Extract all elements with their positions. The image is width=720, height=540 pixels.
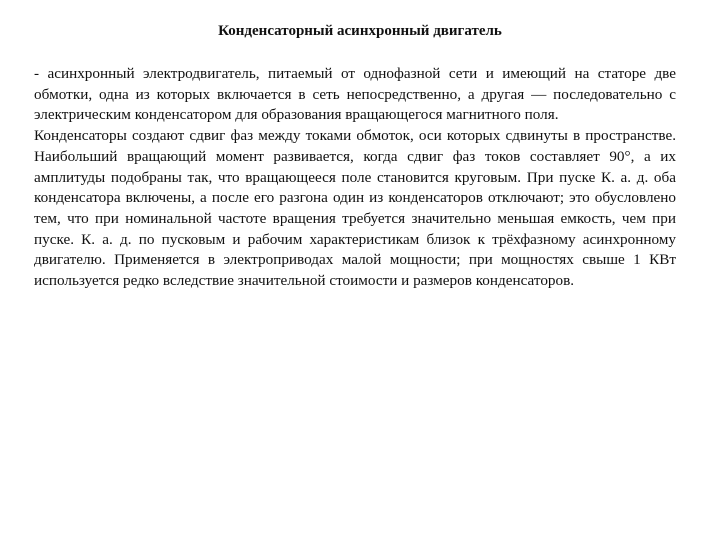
page-title: Конденсаторный асинхронный двигатель bbox=[218, 23, 502, 39]
definition-paragraph: - асинхронный электродвигатель, питаемый от однофазной сети и имеющий на статоре две обмотки, одна из которых включается в сеть непосредственно, а другая — последовательно с электрическим конденсатором для образования вращающегося магнитного поля. bbox=[34, 65, 676, 124]
body-text bbox=[34, 64, 676, 292]
description-paragraph: Конденсаторы создают сдвиг фаз между токами обмоток, оси которых сдвинуты в пространстве. Наибольший вращающий момент развивается, когда сдвиг фаз токов составляет 90°, а их амплитуды подобраны так, что вращающееся поле становится круговым. При пуске К. а. д. оба конденсатора включены, а после его разгона один из конденсаторов отключают; это обусловлено тем, что при номинальной частоте вращения требуется значительно меньшая емкость, чем при пуске. К. а. д. по пусковым и рабочим характеристикам близок к трёхфазному асинхронному двигателю. Применяется в электроприводах малой мощности; при мощностях свыше 1 КВт используется редко вследствие значительной стоимости и размеров конденсаторов. bbox=[34, 127, 676, 290]
